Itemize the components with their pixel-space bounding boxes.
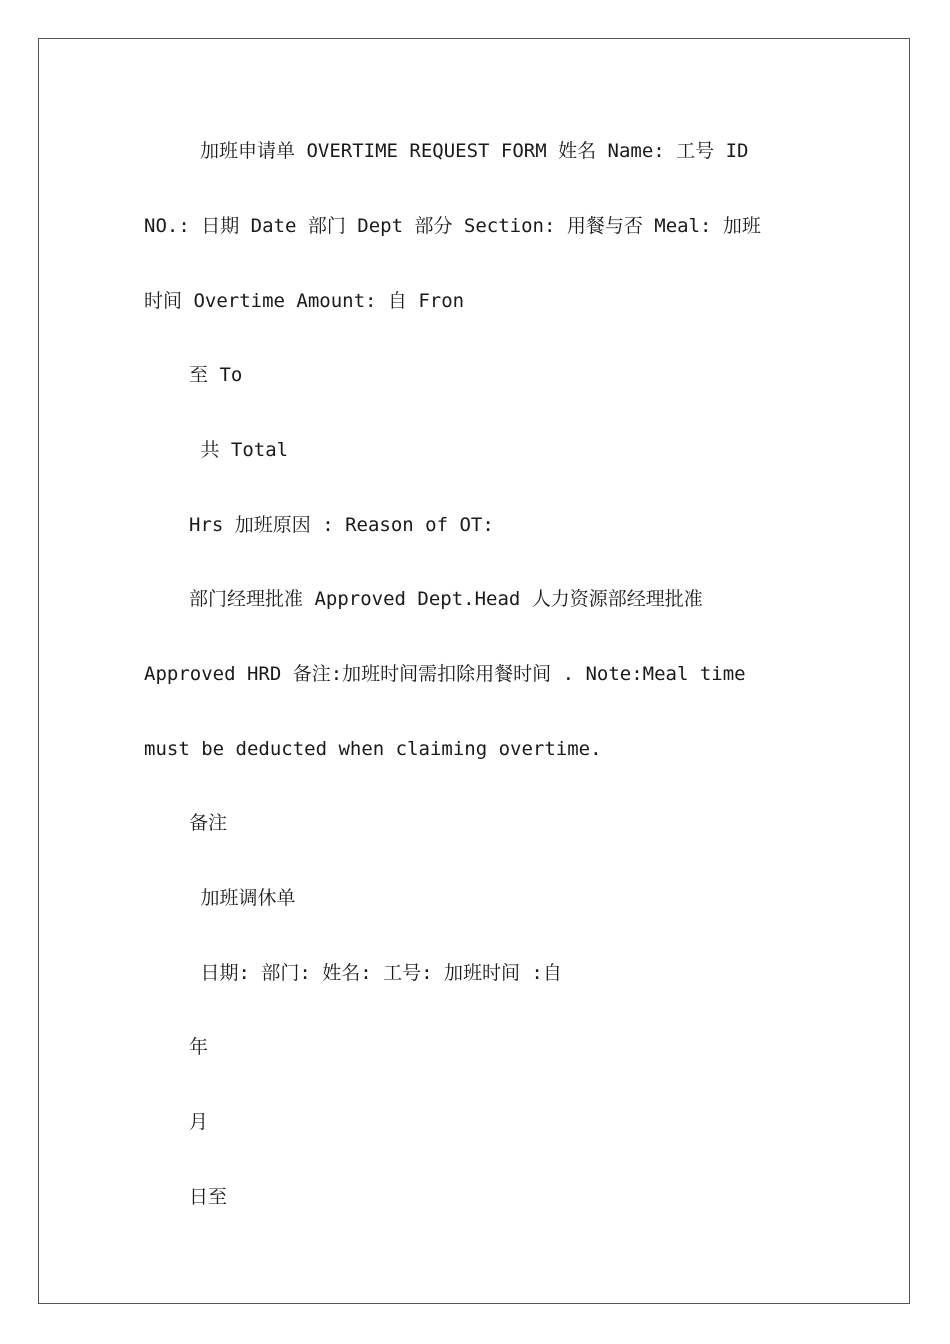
day-to-label: 日至 (189, 1186, 228, 1208)
leave-form-title: 加班调休单 (189, 887, 296, 909)
total-line: 共 Total (189, 439, 289, 461)
reason-line: Hrs 加班原因 : Reason of OT: (189, 514, 494, 536)
remarks-heading: 备注 (189, 812, 228, 834)
form-id-date-line: NO.: 日期 Date 部门 Dept 部分 Section: 用餐与否 Meal: 加班 (144, 215, 761, 237)
note-line: Approved HRD 备注:加班时间需扣除用餐时间 . Note:Meal time (144, 663, 746, 685)
approval-line: 部门经理批准 Approved Dept.Head 人力资源部经理批准 (189, 588, 703, 610)
year-label: 年 (189, 1036, 209, 1058)
to-line: 至 To (189, 364, 243, 386)
month-label: 月 (189, 1111, 209, 1133)
leave-form-fields-line: 日期: 部门: 姓名: 工号: 加班时间 :自 (189, 962, 562, 984)
form-title-line: 加班申请单 OVERTIME REQUEST FORM 姓名 Name: 工号 ID (200, 140, 749, 162)
overtime-amount-line: 时间 Overtime Amount: 自 Fron (144, 290, 465, 312)
note-continued-line: must be deducted when claiming overtime. (144, 738, 602, 760)
